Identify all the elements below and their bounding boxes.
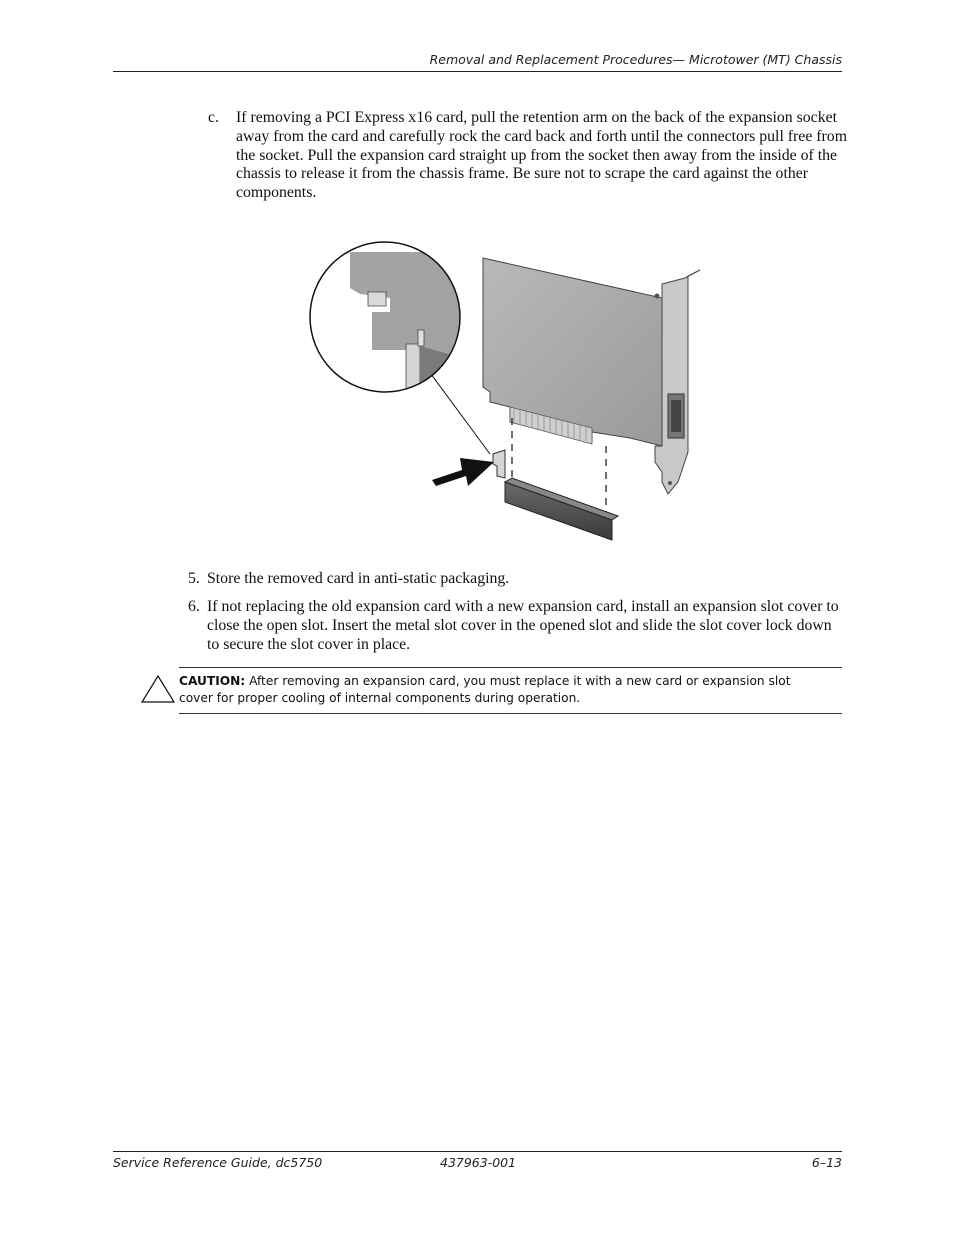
retention-arm [493,450,505,478]
caution-note [179,673,819,707]
caution-label: CAUTION: [179,674,246,688]
expansion-card-removal-illustration [300,232,720,548]
header-rule [113,71,842,72]
expansion-card [483,258,662,446]
callout-line [428,370,490,454]
footer-rule [113,1151,842,1152]
step-5-number: 5. [188,570,200,587]
step-6-number: 6. [188,598,200,615]
caution-triangle-icon [140,674,176,704]
footer-guide-title: Service Reference Guide, dc5750 [113,1155,323,1170]
caution-bottom-rule [179,713,842,714]
step-6-text: If not replacing the old expansion card with a new expansion card, install an expansion slot cover to close the open slot. Insert the metal slot cover in the opened slot and slide the slot cover lock down to secure the slot cover in place. [207,598,839,653]
footer-part-number: 437963-001 [440,1155,517,1170]
push-arrow-icon [432,458,494,486]
running-header: Removal and Replacement Procedures— Microtower (MT) Chassis [429,52,842,67]
footer-page-number: 6–13 [811,1155,842,1170]
step-5 [188,570,842,589]
step-c-text: If removing a PCI Express x16 card, pull the retention arm on the back of the expansion socket away from the card and carefully rock the card back and forth until the connectors pull free from the socket. Pull the expansion card straight up from the socket then away from the inside of the chassis to release it from the chassis frame. Be sure not to scrape the card against the other components. [236,109,847,202]
step-c [208,109,848,203]
step-c-marker: c. [208,109,219,126]
caution-top-rule [179,667,842,668]
step-5-text: Store the removed card in anti-static packaging. [207,570,510,587]
step-6 [188,598,842,654]
caution-text: After removing an expansion card, you must replace it with a new card or expansion slot cover for proper cooling of internal components during operation. [179,674,791,705]
pci-express-socket [505,478,618,540]
magnified-detail [300,232,470,402]
